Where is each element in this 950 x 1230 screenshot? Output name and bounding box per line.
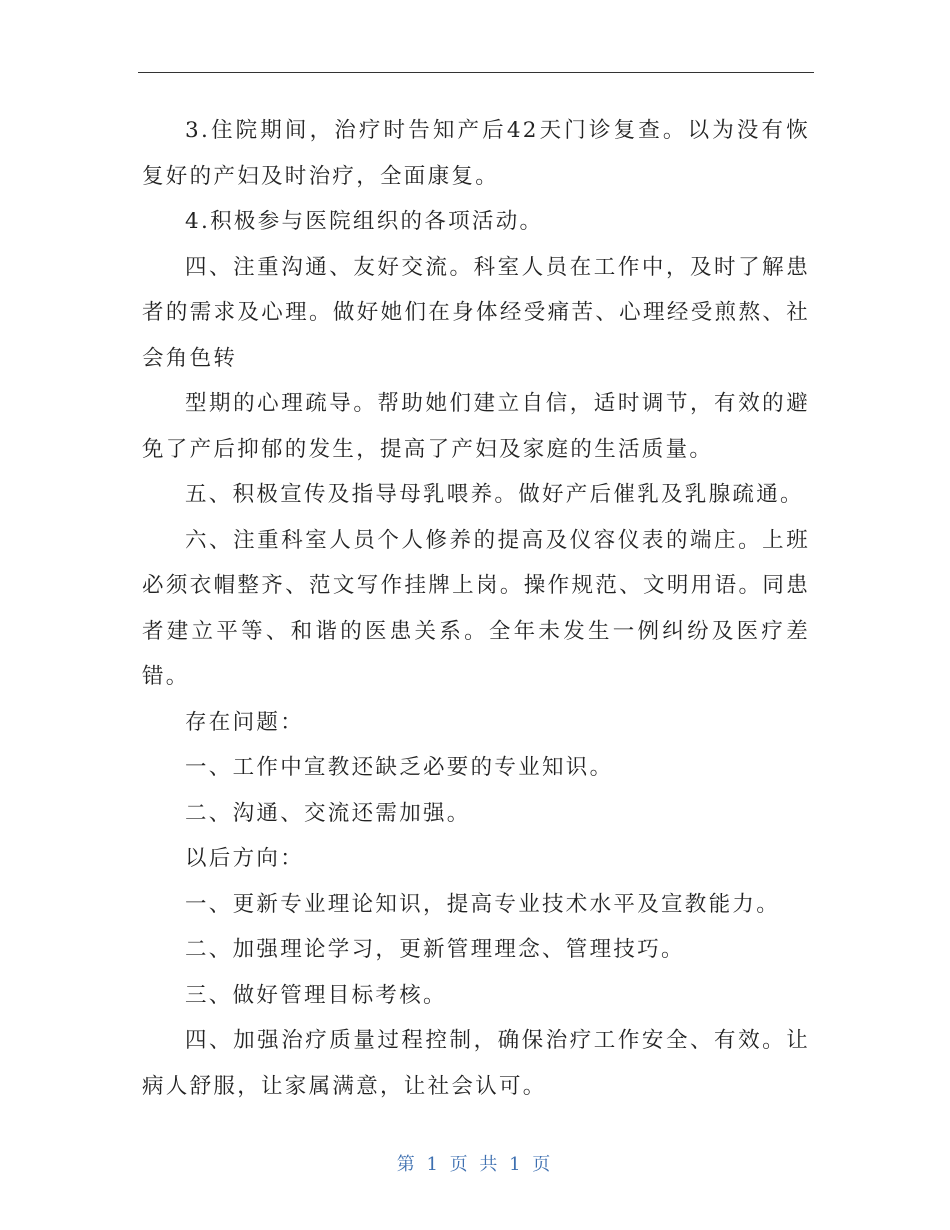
paragraph-section-4: 四、注重沟通、友好交流。科室人员在工作中，及时了解患者的需求及心理。做好她们在身体经受痛苦、心理经受煎熬、社会角色转 bbox=[142, 254, 810, 371]
problem-item-1: 一、工作中宣教还缺乏必要的专业知识。 bbox=[185, 755, 614, 780]
header-rule bbox=[138, 72, 814, 73]
problem-item-2: 二、沟通、交流还需加强。 bbox=[185, 800, 471, 826]
direction-heading: 以后方向： bbox=[185, 846, 305, 871]
paragraph-item-3: 3.住院期间，治疗时告知产后42天门诊复查。以为没有恢复好的产妇及时治疗，全面康复。 bbox=[142, 118, 810, 189]
direction-item-2: 二、加强理论学习，更新管理理念、管理技巧。 bbox=[185, 937, 685, 962]
paragraph-section-6: 六、注重科室人员个人修养的提高及仪容仪表的端庄。上班必须衣帽整齐、范文写作挂牌上岗。操作规范、文明用语。同患者建立平等、和谐的医患关系。全年未发生一例纠纷及医疗差错。 bbox=[142, 527, 810, 689]
direction-item-1: 一、更新专业理论知识，提高专业技术水平及宣教能力。 bbox=[185, 891, 781, 917]
paragraph-section-5: 五、积极宣传及指导母乳喂养。做好产后催乳及乳腺疏通。 bbox=[185, 482, 804, 507]
problems-heading: 存在问题： bbox=[185, 709, 305, 735]
document-body bbox=[142, 108, 810, 1109]
page-indicator: 第 1 页 共 1 页 bbox=[396, 1154, 554, 1175]
direction-item-3: 三、做好管理目标考核。 bbox=[185, 982, 447, 1008]
direction-item-4: 四、加强治疗质量过程控制，确保治疗工作安全、有效。让病人舒服，让家属满意，让社会认可。 bbox=[142, 1028, 810, 1099]
paragraph-section-4-continued: 型期的心理疏导。帮助她们建立自信，适时调节，有效的避免了产后抑郁的发生，提高了产妇及家庭的生活质量。 bbox=[142, 391, 810, 462]
paragraph-item-4: 4.积极参与医院组织的各项活动。 bbox=[185, 209, 544, 234]
